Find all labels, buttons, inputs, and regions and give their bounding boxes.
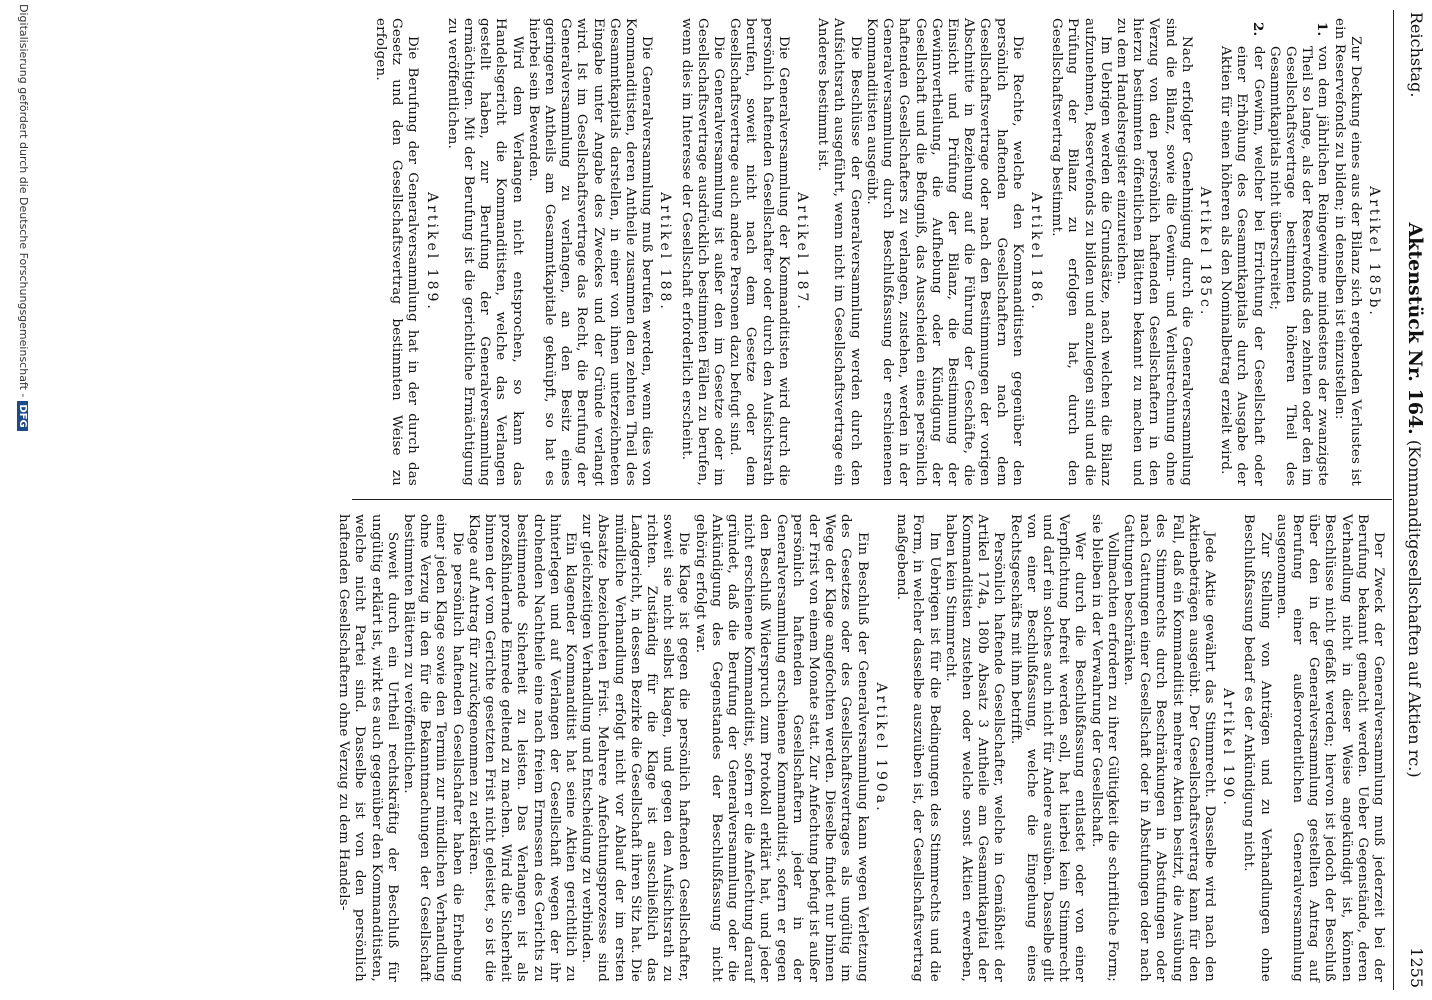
- paragraph: Die Beschlüsse der Generalversammlung werden durch den Aufsichtsrath ausgeführt, wenn nicht im Gesellschaftsvertrage ein Anderes bestimmt ist.: [815, 18, 863, 486]
- paragraph: Vollmachten erfordern zu ihrer Gültigkeit die schriftliche Form; sie bleiben in der Verwahrung der Gesellschaft.: [1088, 514, 1120, 982]
- paragraph: Zur Stellung von Anträgen und zu Verhandlungen ohne Beschlußfassung bedarf es der Ankündigung nicht.: [1241, 514, 1273, 982]
- article-heading: Artikel 190a.: [872, 682, 889, 814]
- credit-text: Digitalisierung gefördert durch die Deutsche Forschungsgemeinschaft -: [17, 4, 30, 398]
- list-item: [1217, 18, 1266, 486]
- paragraph: Nach erfolgter Genehmigung durch die Generalversammlung sind die Bilanz, sowie die Gewinn- und Verlustrechnung ohne Verzug von den persönlich haftenden Gesellschaftern in den hierzu bestimmten öffentlichen Blättern bekannt zu machen und zu dem Handelsregister einzureichen.: [1113, 18, 1194, 486]
- paragraph: Wird dem Verlangen nicht entsprochen, so kann das Handelsgericht die Kommanditisten, welche das Verlangen gestellt haben, zur Berufung der Generalversammlung ermächtigen. Mit der Berufung ist die gerichtliche Ermächtigung zu veröffentlichen.: [444, 18, 525, 486]
- column-divider: [352, 499, 1392, 500]
- right-text-column: [335, 514, 1386, 982]
- running-header: [1396, 12, 1426, 988]
- paragraph: Jede Aktie gewährt das Stimmrecht. Dasselbe wird nach den Aktienbeträgen ausgeübt. Der Gesellschaftsvertrag kann für den Fall, daß ein Kommanditist mehrere Aktien besitzt, die Ausübung des Stimmrechts durch Beschränkungen in Abstufungen oder nach Gattungen einer Gesellschaft oder in Abstufungen oder nach Gattungen beschränken.: [1120, 514, 1217, 982]
- article-heading: Artikel 185c.: [1196, 186, 1213, 318]
- article-heading: Artikel 185b.: [1366, 186, 1382, 318]
- paragraph: Die Klage ist gegen die persönlich haftenden Gesellschafter, soweit sie nicht selbst klagen, und gegen den Aufsichtsrath zu richten. Zuständig für die Klage ist ausschließlich das Landgericht, in dessen Bezirke die Gesellschaft ihren Sitz hat. Die mündliche Verhandlung erfolgt nicht vor Ablauf der im ersten Absatze bezeichneten Frist. Mehrere Anfechtungsprozesse sind zur gleichzeitigen Verhandlung und Entscheidung zu verbinden.: [579, 514, 692, 982]
- list-item: [1266, 18, 1331, 486]
- header-rule: [1393, 10, 1394, 990]
- paragraph: Die Generalversammlung der Kommanditisten wird durch die persönlich haftenden Gesellschafter oder durch den Aufsichtsrath berufen, soweit nicht nach dem Gesetze oder dem Gesellschaftsvertrage auch andere Personen dazu befugt sind.: [727, 18, 791, 486]
- article-heading: Artikel 187.: [794, 192, 811, 312]
- paragraph: Ein Beschluß der Generalversammlung kann wegen Verletzung des Gesetzes oder des Gesellschaftsvertrages als ungültig im Wege der Klage angefochten werden. Dieselbe findet nur binnen der Frist von einem Monate statt. Zur Anfechtung befugt ist außer persönlich haftenden Gesellschaftern jeder in der Generalversammlung erschienene Kommanditist, sofern er gegen den Beschluß Widerspruch zum Protokoll erklärt hat, und jeder nicht erschienene Kommanditist, sofern er die Anfechtung darauf gründet, daß die Berufung der Generalversammlung oder die Ankündigung des Gegenstandes der Beschlußfassung nicht gehörig erfolgt war.: [692, 514, 870, 982]
- digitization-credit: [17, 4, 30, 431]
- paragraph: Zur Deckung eines aus der Bilanz sich ergebenden Verlustes ist ein Reservefonds zu bilden; in denselben ist einzustellen:: [1331, 18, 1363, 486]
- paragraph: Im Uebrigen ist für die Bedingungen des Stimmrechts und die Form, in welcher dasselbe auszuüben ist, der Gesellschaftsvertrag maßgebend.: [894, 514, 942, 982]
- paragraph: Im Uebrigen werden die Grundsätze, nach welchen die Bilanz aufzunehmen, Reservefonds zu bilden und anzulegen sind und die Prüfung der Bilanz zu erfolgen hat, durch den Gesellschaftsvertrag bestimmt.: [1049, 18, 1113, 486]
- paragraph: Der Zweck der Generalversammlung muß jederzeit bei der Berufung bekannt gemacht werden. Ueber Gegenstände, deren Verhandlung nicht in dieser Weise angekündigt ist, können Beschlüsse nicht gefaßt werden; hiervon ist jedoch der Beschluß über den in der Generalversammlung gestellten Antrag auf Berufung einer außerordentlichen Generalversammlung ausgenommen.: [1273, 514, 1386, 982]
- paragraph: Die Generalversammlung ist außer den im Gesetze oder im Gesellschaftsvertrage ausdrücklich bestimmten Fällen zu berufen, wenn dies im Interesse der Gesellschaft erforderlich erscheint.: [678, 18, 727, 486]
- paragraph: Wer durch die Beschlußfassung entlastet oder von einer Verpflichtung befreit werden soll, hat hierbei kein Stimmrecht und darf ein solches auch nicht für Andere ausüben. Dasselbe gilt von einer Beschlußfassung, welche die Eingehung eines Rechtsgeschäfts mit ihm betrifft.: [1007, 514, 1088, 982]
- paragraph: Die persönlich haftenden Gesellschafter haben die Erhebung einer jeden Klage sowie den Termin zur mündlichen Verhandlung ohne Verzug in den für die Bekanntmachungen der Gesellschaft bestimmten Blättern zu veröffentlichen.: [401, 514, 465, 982]
- article-heading: Artikel 186.: [1027, 192, 1044, 312]
- header-document-number: Aktenstück Nr. 164.: [1404, 222, 1426, 435]
- list-number: 1.: [1314, 22, 1331, 37]
- paragraph: Die Berufung der Generalversammlung hat in der durch das Gesetz und den Gesellschaftsvertrag bestimmten Weise zu erfolgen.: [373, 18, 421, 486]
- header-center: [1404, 12, 1426, 988]
- list-text: von dem jährlichen Reingewinne mindestens der zwanzigste Theil so lange, als der Reservefonds den zehnten oder den im Gesellschaftsvertrage bestimmten höheren Theil des Gesammtkapitals nicht überschreitet;: [1266, 46, 1331, 486]
- paragraph: Die Rechte, welche den Kommanditisten gegenüber den persönlich haftenden Gesellschaftern nach dem Gesellschaftsvertrage oder nach den Bestimmungen der vorigen Abschnitte in Beziehung auf die Führung der Geschäfte, die Einsicht und Prüfung der Bilanz, die Bestimmung der Gewinnvertheilung, die Aufhebung oder Kündigung der Gesellschaft und die Befugniß, das Ausscheiden eines persönlich haftenden Gesellschafters zu verlangen, zustehen, werden in der Generalversammlung durch Beschlußfassung der erschienenen Kommanditisten ausgeübt.: [863, 18, 1025, 486]
- header-document-subject: (Kommanditgesellschaften auf Aktien rc.): [1405, 439, 1424, 778]
- header-left: Reichstag.: [1407, 12, 1426, 98]
- article-heading: Artikel 190.: [1220, 688, 1237, 808]
- list-text: der Gewinn, welcher bei Errichtung der Gesellschaft oder einer Erhöhung des Gesammtkapitals durch Ausgabe der Aktien für einen höheren als den Nominalbetrag erzielt wird.: [1218, 46, 1266, 486]
- article-heading: Artikel 189.: [423, 192, 440, 312]
- paragraph: Persönlich haftende Gesellschafter, welche in Gemäßheit der Artikel 174a, 180b Absatz 3 Antheile am Gesammtkapital der Kommanditisten zustehen oder welche sonst Aktien erwerben, haben kein Stimmrecht.: [942, 514, 1007, 982]
- paragraph: Die Generalversammlung muß berufen werden, wenn dies von Kommanditisten, deren Antheile zusammen den zehnten Theil des Gesammtkapitals darstellen, in einer von ihnen unterzeichneten Eingabe unter Angabe des Zweckes und der Gründe verlangt wird. Ist im Gesellschaftsvertrage das Recht, die Berufung der Generalversammlung zu verlangen, an den Besitz eines geringeren Antheils am Gesammtkapitale geknüpft, so hat es hierbei sein Bewenden.: [525, 18, 655, 486]
- paragraph: Ein klagender Kommanditist hat seine Aktien gerichtlich zu hinterlegen und auf Verlangen der Gesellschaft wegen der ihr drohenden Nachtheile eine nach freiem Ermessen des Gerichts zu bestimmende Sicherheit zu leisten. Das Verlangen ist als prozeßhindernde Einrede geltend zu machen. Wird die Sicherheit binnen der vom Gerichte gesetzten Frist nicht geleistet, so ist die Klage auf Antrag für zurückgenommen zu erklären.: [465, 514, 579, 982]
- list-number: 2.: [1249, 22, 1266, 37]
- article-heading: Artikel 188.: [657, 192, 674, 312]
- paragraph: Soweit durch ein Urtheil rechtskräftig der Beschluß für ungültig erklärt ist, wirkt es auch gegenüber den Kommanditisten, welche nicht Partei sind. Dasselbe ist von den persönlich haftenden Gesellschaftern ohne Verzug zu dem Handels-: [336, 514, 400, 983]
- dfg-logo: DFG: [17, 401, 28, 430]
- page-number: 1255: [1407, 947, 1426, 988]
- left-text-column: [372, 18, 1386, 486]
- rotated-page-content: [7, 0, 1432, 1000]
